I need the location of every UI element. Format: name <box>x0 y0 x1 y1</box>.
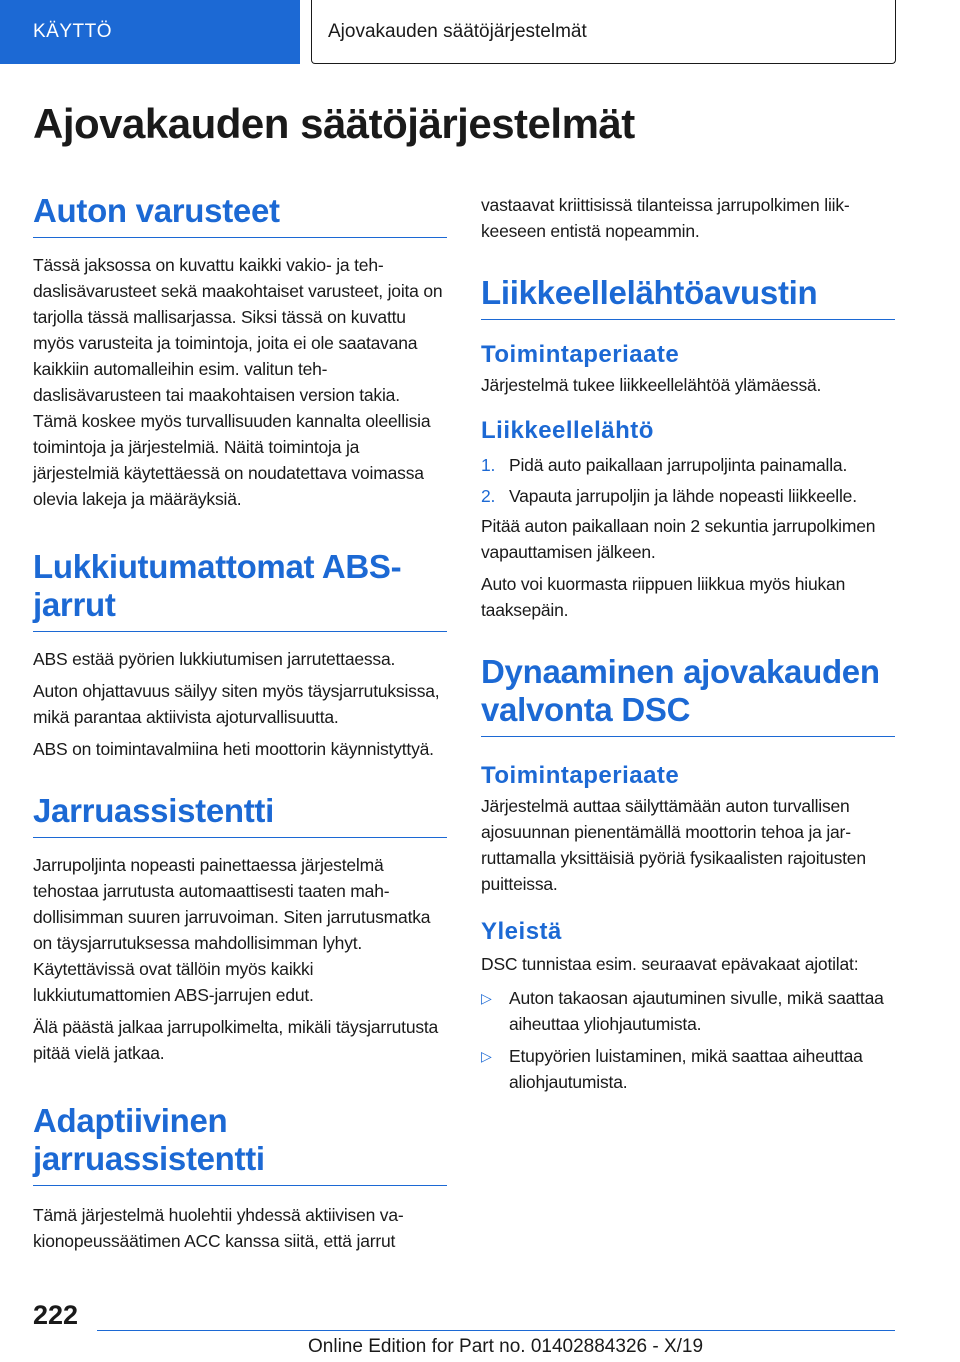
page-header <box>0 0 960 66</box>
heading-liikkeellelahtoavustin: Liikkeellelähtöavustin <box>481 274 895 320</box>
bullet-text: Auton takaosan ajautuminen sivulle, mikä saattaa aiheuttaa yliohjautumista. <box>509 988 884 1034</box>
paragraph-abs-1: ABS estää pyörien lukkiutumisen jarrutettaessa. <box>33 649 396 669</box>
triangle-bullet-icon: ▷ <box>481 990 492 1006</box>
paragraph-liikkeellelahto-3: Auto voi kuormasta riippuen liikkua myös hiukan taaksepäin. <box>481 574 846 620</box>
paragraph-dsc-2: DSC tunnistaa esim. seuraavat epävakaat ajotilat: <box>481 954 859 974</box>
subheading-toimintaperiaate-2: Toimintaperiaate <box>481 762 680 789</box>
list-item <box>481 1043 895 1095</box>
step-number: 2. <box>481 486 496 506</box>
heading-dsc: Dynaaminen ajovakauden valvonta DSC <box>481 653 895 737</box>
paragraph-abs-2: Auton ohjattavuus säilyy siten myös täysjarrutuksissa, mikä parantaa aktiivista ajoturvallisuutta. <box>33 681 440 727</box>
paragraph-adaptiivinen: Tämä järjestelmä huolehtii yhdessä aktiivisen vakionopeussäätimen ACC kanssa siitä, että jarrut <box>33 1205 404 1251</box>
step-text: Pidä auto paikallaan jarrupoljinta painamalla. <box>509 455 848 475</box>
section-tab[interactable]: KÄYTTÖ <box>0 0 300 64</box>
triangle-bullet-icon: ▷ <box>481 1048 492 1064</box>
list-item <box>481 452 895 478</box>
footer-divider <box>97 1330 895 1331</box>
chapter-tab[interactable]: Ajovakauden säätöjärjestelmät <box>311 0 896 64</box>
heading-abs: Lukkiutumattomat ABS-jarrut <box>33 548 447 632</box>
paragraph-varusteet: Tässä jaksossa on kuvattu kaikki vakio- ja tehdaslisävarusteet sekä maakohtaiset varusteet, joita on tarjolla tässä mallisarjassa. Siksi tässä on kuvattu myös varusteita ja toimintoja, joita ei ole saatavana kaikkiin automalleihin esim. valitun tehdaslisävarusteen tai maakohtaisen version takia. Tämä koskee myös turvallisuuden kannalta oleellisia toimintoja ja järjestelmiä. Näitä toimintoja ja järjestelmiä käytettäessä on noudatettava voimassa olevia lakeja ja määräyksiä. <box>33 255 443 509</box>
bullet-list <box>481 985 895 1095</box>
subheading-liikkeellelahto: Liikkeellelähtö <box>481 417 654 444</box>
step-text: Vapauta jarrupoljin ja lähde nopeasti liikkeelle. <box>509 486 857 506</box>
paragraph-jarruassistentti-1: Jarrupoljinta nopeasti painettaessa järjestelmä tehostaa jarrutusta automaattisesti taaten mahdollisimman suuren jarruvoiman. Siten jarrutusmatka on täysjarrutuksessa mahdollisimman lyhyt. Käytettävissä ovat tällöin myös kaikki lukkiutumattomien ABS-jarrujen edut. <box>33 855 431 1005</box>
edition-text: Online Edition for Part no. 01402884326 - X/19 <box>308 1336 704 1357</box>
page-number: 222 <box>33 1300 79 1330</box>
step-number: 1. <box>481 455 496 475</box>
paragraph-toimintaperiaate-1: Järjestelmä tukee liikkeellelähtöä ylämäessä. <box>481 375 822 395</box>
list-item <box>481 985 895 1037</box>
heading-jarruassistentti: Jarruassistentti <box>33 792 447 838</box>
paragraph-jarruassistentti-2: Älä päästä jalkaa jarrupolkimelta, mikäli täysjarrutusta pitää vielä jatkaa. <box>33 1017 439 1063</box>
heading-adaptiivinen: Adaptiivinen jarruassistentti <box>33 1102 447 1186</box>
list-item <box>481 483 895 509</box>
paragraph-continued: vastaavat kriittisissä tilanteissa jarrupolkimen liikkeeseen entistä nopeammin. <box>481 195 850 241</box>
bullet-text: Etupyörien luistaminen, mikä saattaa aiheuttaa aliohjautumista. <box>509 1046 863 1092</box>
steps-list <box>481 452 895 509</box>
paragraph-liikkeellelahto-2: Pitää auton paikallaan noin 2 sekuntia jarrupolkimen vapauttamisen jälkeen. <box>481 516 876 562</box>
page-title: Ajovakauden säätöjärjestelmät <box>33 100 635 147</box>
right-column <box>481 192 895 1095</box>
subheading-toimintaperiaate-1: Toimintaperiaate <box>481 341 680 368</box>
paragraph-abs-3: ABS on toimintavalmiina heti moottorin käynnistyttyä. <box>33 739 434 759</box>
subheading-yleista: Yleistä <box>481 918 562 945</box>
paragraph-dsc-1: Järjestelmä auttaa säilyttämään auton turvallisen ajosuunnan pienentämällä moottorin tehoa ja jarruttamalla yksittäisiä pyöriä fysikaalisten rajoitusten puitteissa. <box>481 796 866 894</box>
left-column <box>33 192 447 1254</box>
heading-auton-varusteet: Auton varusteet <box>33 192 447 238</box>
